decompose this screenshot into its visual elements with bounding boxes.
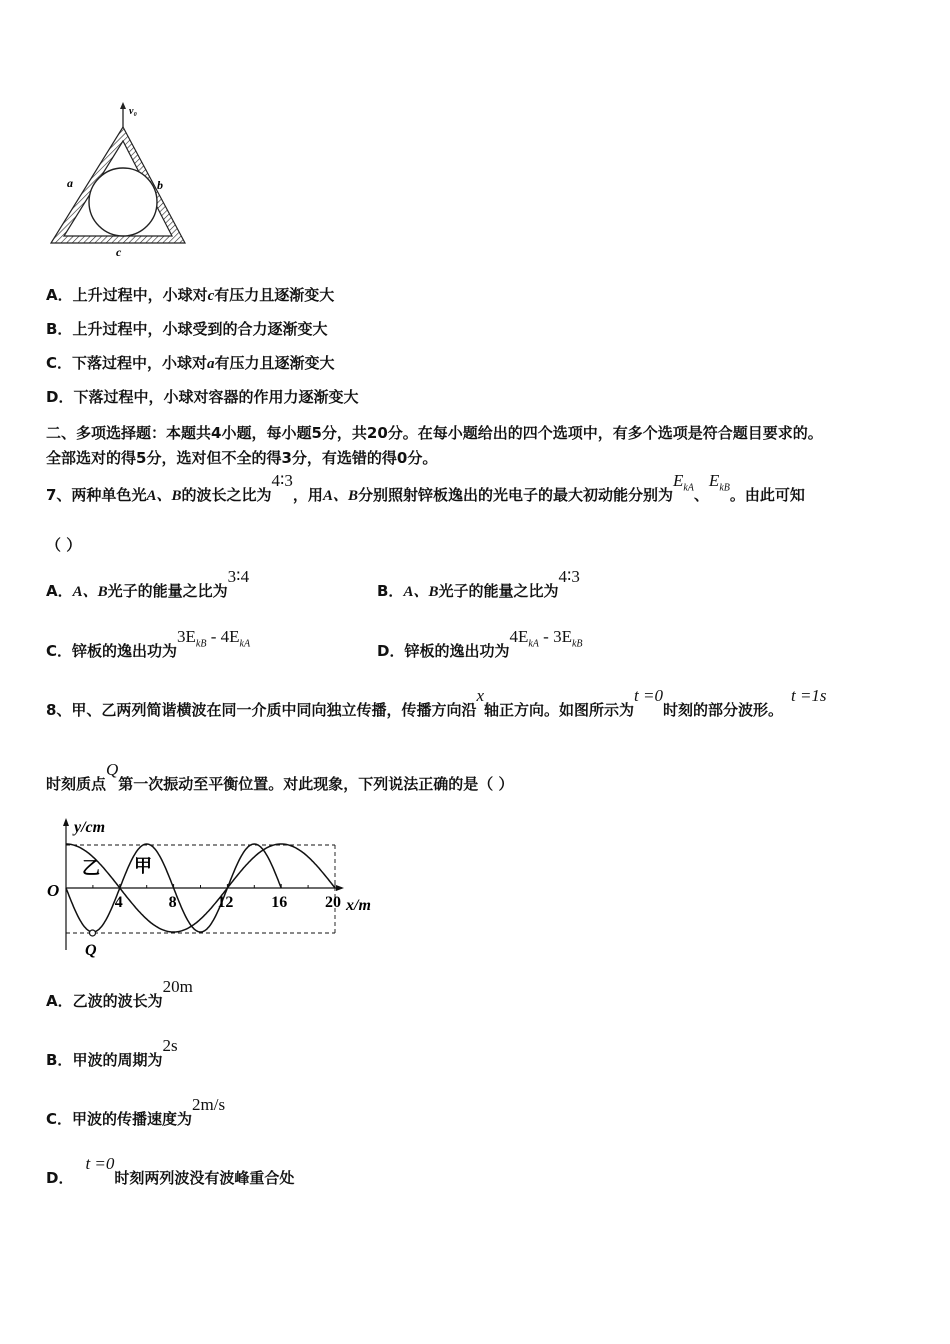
label-q: Q xyxy=(85,942,97,959)
label-yi: 乙 xyxy=(82,858,100,878)
side-a-label: a xyxy=(67,176,73,190)
origin-label: O xyxy=(47,881,60,900)
section-heading-line2: 全部选对的得5分，选对但不全的得3分，有选错的得0分。 xyxy=(46,449,438,467)
x-tick-label-4: 4 xyxy=(114,894,123,911)
section-heading-line1: 二、多项选择题：本题共4小题，每小题5分，共20分。在每小题给出的四个选项中，有多个选项是符合题目要求的。 xyxy=(46,424,823,442)
q8-option-a: A．乙波的波长为20m xyxy=(46,977,193,1010)
q8-option-b: B．甲波的周期为2s xyxy=(46,1036,178,1069)
q6-option-b: B．上升过程中，小球受到的合力逐渐变大 xyxy=(46,320,328,338)
q7-answer-paren: （ ） xyxy=(46,536,82,554)
side-c-label: c xyxy=(116,245,122,259)
x-tick-label-12: 12 xyxy=(217,894,234,911)
q8-option-d: D．t =0时刻两列波没有波峰重合处 xyxy=(46,1154,295,1187)
q7-option-a: A．A、B光子的能量之比为3∶4 xyxy=(46,567,250,600)
x-axis-label: x/m xyxy=(346,897,371,914)
triangle-container-figure xyxy=(45,100,205,262)
wave-chart xyxy=(44,812,389,964)
q6-option-c: C．下落过程中，小球对a有压力且逐渐变大 xyxy=(46,354,335,372)
y-axis-label: y/cm xyxy=(74,819,106,836)
point-q xyxy=(90,930,96,936)
q6-option-d: D．下落过程中，小球对容器的作用力逐渐变大 xyxy=(46,388,359,406)
label-jia: 甲 xyxy=(134,856,152,876)
x-tick-label-20: 20 xyxy=(325,894,341,911)
q7-option-d: D．锌板的逸出功为$4E_{kA} - 3E_{kB}$ xyxy=(377,627,583,660)
q6-option-a: A．上升过程中，小球对c有压力且逐渐变大 xyxy=(46,286,335,304)
ball xyxy=(89,168,157,236)
q8-stem-line2: 时刻质点Q第一次振动至平衡位置。对此现象，下列说法正确的是（ ） xyxy=(46,760,514,793)
q8-option-c: C．甲波的传播速度为2m/s xyxy=(46,1095,226,1128)
q7-stem: 7、两种单色光A、B的波长之比为4∶3，用A、B分别照射锌板逸出的光电子的最大初动能分别为$E_{kA}$、$E_{kB}$。由此可知 xyxy=(46,471,805,504)
x-tick-label-8: 8 xyxy=(168,894,177,911)
v0-label: v₀ xyxy=(129,106,137,117)
q8-stem-line1: 8、甲、乙两列简谐横波在同一介质中同向独立传播，传播方向沿x轴正方向。如图所示为t =0时刻的部分波形。t =1s xyxy=(46,686,827,719)
side-b-label: b xyxy=(157,178,163,192)
q7-option-b: B．A、B光子的能量之比为4∶3 xyxy=(377,567,580,600)
x-tick-label-16: 16 xyxy=(271,894,288,911)
q7-option-c: C．锌板的逸出功为$3E_{kB} - 4E_{kA}$ xyxy=(46,627,251,660)
